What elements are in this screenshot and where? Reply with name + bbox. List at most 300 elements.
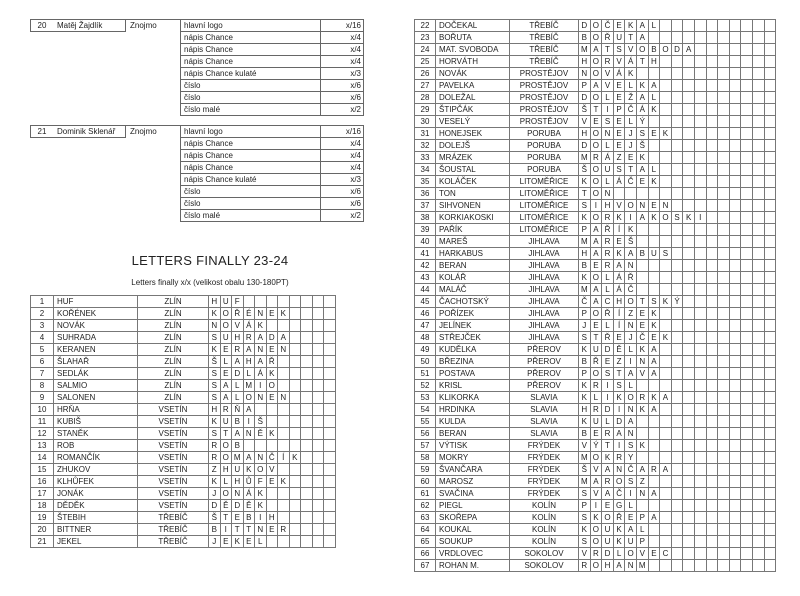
player-name-cell [53, 138, 126, 150]
letter-cell [718, 548, 730, 560]
letter-cell: N [636, 200, 648, 212]
letter-cell [671, 152, 683, 164]
surname-cell: KUDĚLKA [436, 344, 510, 356]
item-name-cell: číslo [181, 80, 321, 92]
letter-cell [752, 284, 764, 296]
item-name-cell: nápis Chance [181, 138, 321, 150]
letter-cell: Ě [243, 500, 255, 512]
letter-cell: I [602, 380, 614, 392]
letter-cell [706, 308, 718, 320]
letter-cell [683, 32, 695, 44]
letter-cell [741, 32, 753, 44]
letter-cell [729, 212, 741, 224]
table-row [415, 248, 776, 260]
letter-cell [718, 392, 730, 404]
letter-cell: M [579, 152, 591, 164]
item-ratio-cell: x/6 [321, 186, 364, 198]
letter-cell [289, 416, 301, 428]
letter-cell: H [613, 296, 625, 308]
letter-cell [706, 332, 718, 344]
player-city-cell [126, 210, 181, 222]
letter-cell: N [625, 560, 637, 572]
surname-cell: ŠTIPČÁK [436, 104, 510, 116]
letter-cell [694, 476, 706, 488]
letter-cell [764, 188, 776, 200]
row-number-cell: 20 [31, 524, 54, 536]
letter-cell: M [579, 476, 591, 488]
letter-cell: A [636, 212, 648, 224]
letter-cell: H [579, 128, 591, 140]
letter-cell: K [636, 404, 648, 416]
letter-cell: I [243, 416, 255, 428]
letter-cell [648, 68, 660, 80]
letter-cell [683, 344, 695, 356]
letter-cell [694, 464, 706, 476]
letter-cell: Š [209, 512, 221, 524]
club-cell: LITOMĚŘICE [510, 176, 579, 188]
letter-cell [706, 224, 718, 236]
letter-cell [660, 140, 672, 152]
letter-cell [289, 380, 301, 392]
letter-cell [741, 560, 753, 572]
player-number-cell [31, 92, 54, 104]
letter-cell [718, 380, 730, 392]
letter-cell [752, 164, 764, 176]
letter-cell [729, 452, 741, 464]
letter-cell: E [625, 512, 637, 524]
letter-cell: S [579, 200, 591, 212]
letter-cell [636, 500, 648, 512]
letter-cell [683, 500, 695, 512]
letter-cell: A [255, 356, 267, 368]
letter-cell: S [602, 116, 614, 128]
letter-cell [741, 296, 753, 308]
letter-cell [752, 512, 764, 524]
letter-cell: N [255, 452, 267, 464]
surname-cell: JELÍNEK [436, 320, 510, 332]
letter-cell [683, 164, 695, 176]
letter-cell: É [243, 308, 255, 320]
letter-cell [706, 20, 718, 32]
letter-cell [660, 32, 672, 44]
letter-cell [324, 428, 336, 440]
letter-cell: B [243, 512, 255, 524]
club-cell: PORUBA [510, 164, 579, 176]
player-name-cell [53, 68, 126, 80]
item-ratio-cell: x/6 [321, 80, 364, 92]
letter-cell [741, 512, 753, 524]
surname-cell: SEDLÁK [54, 368, 138, 380]
letter-cell [694, 524, 706, 536]
letter-cell [741, 416, 753, 428]
letter-cell [660, 284, 672, 296]
letter-cell: T [220, 428, 232, 440]
letter-cell [729, 248, 741, 260]
letter-cell [718, 224, 730, 236]
club-cell: SLAVIA [510, 404, 579, 416]
letter-cell [301, 392, 313, 404]
player-name-cell [53, 104, 126, 116]
letter-cell: S [636, 128, 648, 140]
letter-cell: S [613, 44, 625, 56]
letter-cell [289, 512, 301, 524]
letter-cell: S [209, 392, 221, 404]
letter-cell: A [636, 32, 648, 44]
table-row [415, 392, 776, 404]
letter-cell: E [232, 512, 244, 524]
letter-cell [706, 404, 718, 416]
letter-cell [729, 56, 741, 68]
surname-cell: JEKEL [54, 536, 138, 548]
letter-cell [694, 356, 706, 368]
letter-cell: Z [209, 464, 221, 476]
letter-cell [266, 488, 278, 500]
letter-cell: T [602, 44, 614, 56]
row-number-cell: 38 [415, 212, 436, 224]
letter-cell [671, 488, 683, 500]
letter-cell: R [613, 452, 625, 464]
letter-cell [671, 260, 683, 272]
letter-cell: H [579, 56, 591, 68]
letter-cell [706, 272, 718, 284]
table-row [31, 32, 364, 44]
letter-cell: I [602, 392, 614, 404]
letter-cell: A [648, 356, 660, 368]
letter-cell [636, 284, 648, 296]
surname-cell: KORKIAKOSKI [436, 212, 510, 224]
player-city-cell [126, 80, 181, 92]
letter-cell: I [613, 404, 625, 416]
table-row [31, 404, 336, 416]
club-cell: SLAVIA [510, 428, 579, 440]
letter-cell: Ý [590, 440, 602, 452]
letter-cell [706, 392, 718, 404]
row-number-cell: 7 [31, 368, 54, 380]
table-row [415, 236, 776, 248]
letter-cell [729, 152, 741, 164]
letter-cell [683, 416, 695, 428]
letter-cell: O [590, 176, 602, 188]
table-row [31, 68, 364, 80]
letter-cell [324, 500, 336, 512]
club-cell: PŘEROV [510, 368, 579, 380]
letter-cell: K [636, 344, 648, 356]
letter-cell [718, 284, 730, 296]
letter-cell [660, 500, 672, 512]
letter-cell [324, 368, 336, 380]
letter-cell [752, 476, 764, 488]
club-cell: SOKOLOV [510, 560, 579, 572]
club-cell: ZLÍN [138, 356, 209, 368]
letter-cell: O [255, 464, 267, 476]
letter-cell [660, 224, 672, 236]
table-row [415, 128, 776, 140]
letter-cell [764, 212, 776, 224]
item-ratio-cell: x/2 [321, 210, 364, 222]
letter-cell [301, 440, 313, 452]
letter-cell: D [602, 548, 614, 560]
letter-cell: N [636, 356, 648, 368]
letter-cell [694, 140, 706, 152]
letter-cell [752, 260, 764, 272]
table-row [31, 524, 336, 536]
letter-cell: K [209, 344, 221, 356]
letter-cell [741, 524, 753, 536]
letter-cell [683, 188, 695, 200]
letter-cell: N [636, 488, 648, 500]
surname-cell: KOUKAL [436, 524, 510, 536]
letter-cell [301, 428, 313, 440]
player-city-cell [126, 150, 181, 162]
letter-cell [312, 368, 324, 380]
table-row [31, 138, 364, 150]
letter-cell [278, 404, 290, 416]
row-number-cell: 37 [415, 200, 436, 212]
letter-cell: E [613, 80, 625, 92]
club-cell: PORUBA [510, 128, 579, 140]
letter-cell: H [232, 476, 244, 488]
letter-cell [718, 200, 730, 212]
surname-cell: SALONEN [54, 392, 138, 404]
letter-cell [660, 104, 672, 116]
letter-cell [683, 560, 695, 572]
letter-cell: L [648, 164, 660, 176]
letter-cell: K [579, 524, 591, 536]
letter-cell [660, 416, 672, 428]
letter-cell [764, 44, 776, 56]
letter-cell [718, 212, 730, 224]
letter-cell [683, 488, 695, 500]
item-name-cell: hlavní logo [181, 126, 321, 138]
row-number-cell: 34 [415, 164, 436, 176]
surname-cell: HUF [54, 296, 138, 308]
letter-cell: V [579, 116, 591, 128]
letter-cell: L [232, 380, 244, 392]
letter-cell [683, 464, 695, 476]
letter-cell: A [602, 488, 614, 500]
item-name-cell: číslo malé [181, 104, 321, 116]
letter-cell [729, 104, 741, 116]
letter-cell [671, 416, 683, 428]
surname-cell: MAREŠ [436, 236, 510, 248]
letter-cell: K [209, 476, 221, 488]
row-number-cell: 1 [31, 296, 54, 308]
letter-cell [301, 452, 313, 464]
letter-cell: Á [625, 56, 637, 68]
table-row [415, 104, 776, 116]
letter-cell [729, 368, 741, 380]
row-number-cell: 19 [31, 512, 54, 524]
letter-cell [301, 356, 313, 368]
letter-cell: O [590, 92, 602, 104]
letter-cell: Á [602, 152, 614, 164]
letter-cell: U [220, 332, 232, 344]
letter-cell: K [579, 212, 591, 224]
letter-cell [324, 344, 336, 356]
letter-cell: Š [579, 464, 591, 476]
letter-cell: K [209, 416, 221, 428]
letter-cell [718, 116, 730, 128]
letter-cell [741, 332, 753, 344]
letter-cell [764, 512, 776, 524]
player-number-cell [31, 210, 54, 222]
letter-cell [741, 428, 753, 440]
club-cell: JIHLAVA [510, 248, 579, 260]
letter-cell: O [243, 392, 255, 404]
letter-cell [312, 428, 324, 440]
letter-cell [764, 20, 776, 32]
surname-cell: DOLEŽAL [436, 92, 510, 104]
letter-cell [671, 476, 683, 488]
letter-cell: E [220, 536, 232, 548]
letter-cell [289, 320, 301, 332]
letter-cell [752, 500, 764, 512]
letter-cell: Ň [232, 404, 244, 416]
letter-cell [648, 476, 660, 488]
letter-cell [289, 404, 301, 416]
letter-cell [752, 188, 764, 200]
row-number-cell: 59 [415, 464, 436, 476]
letter-cell [694, 56, 706, 68]
letter-cell: I [625, 356, 637, 368]
player-number-cell [31, 80, 54, 92]
letter-cell: E [648, 332, 660, 344]
letter-cell: N [278, 392, 290, 404]
letter-cell: S [209, 368, 221, 380]
letter-cell [289, 464, 301, 476]
table-row [415, 80, 776, 92]
letter-cell [683, 128, 695, 140]
letter-cell: U [613, 32, 625, 44]
letter-cell [764, 80, 776, 92]
letter-cell [706, 344, 718, 356]
letter-cell: S [660, 248, 672, 260]
letter-cell: R [602, 56, 614, 68]
letter-cell: K [636, 80, 648, 92]
surname-cell: VRDLOVEC [436, 548, 510, 560]
letter-cell [729, 380, 741, 392]
letter-cell: P [636, 512, 648, 524]
letter-cell [312, 308, 324, 320]
letter-cell [660, 476, 672, 488]
row-number-cell: 2 [31, 308, 54, 320]
letter-cell: R [648, 464, 660, 476]
letter-cell [729, 92, 741, 104]
item-name-cell: nápis Chance [181, 32, 321, 44]
letter-cell [741, 116, 753, 128]
letter-cell: A [648, 404, 660, 416]
surname-cell: KUBIŠ [54, 416, 138, 428]
letters-heading: LETTERS FINALLY 23-24 [131, 253, 289, 268]
letter-cell: I [590, 500, 602, 512]
table-row [31, 380, 336, 392]
letter-cell [660, 536, 672, 548]
letter-cell [312, 464, 324, 476]
letter-cell: U [590, 416, 602, 428]
letter-cell [718, 20, 730, 32]
letter-cell: V [636, 368, 648, 380]
letter-cell [660, 344, 672, 356]
letter-cell: R [602, 476, 614, 488]
letter-cell: A [232, 428, 244, 440]
letter-cell: K [648, 392, 660, 404]
letter-cell [694, 128, 706, 140]
letter-cell: L [625, 344, 637, 356]
club-cell: ZLÍN [138, 320, 209, 332]
item-name-cell: číslo [181, 92, 321, 104]
letter-cell [671, 320, 683, 332]
letter-cell [729, 512, 741, 524]
letter-cell [694, 236, 706, 248]
table-row [31, 332, 336, 344]
letter-cell: C [660, 548, 672, 560]
letter-cell [301, 524, 313, 536]
letter-cell [706, 560, 718, 572]
surname-cell: ŠOUSTAL [436, 164, 510, 176]
letter-cell [694, 296, 706, 308]
club-cell: ZLÍN [138, 308, 209, 320]
letter-cell [671, 236, 683, 248]
letter-cell: U [625, 536, 637, 548]
letter-cell [741, 56, 753, 68]
row-number-cell: 41 [415, 248, 436, 260]
letter-cell [278, 536, 290, 548]
item-name-cell: číslo [181, 198, 321, 210]
club-cell: FRÝDEK [510, 488, 579, 500]
letter-cell: Ř [266, 356, 278, 368]
club-cell: TŘEBÍČ [138, 536, 209, 548]
row-number-cell: 49 [415, 344, 436, 356]
letter-cell: A [232, 356, 244, 368]
letter-cell: B [648, 44, 660, 56]
letter-cell [729, 236, 741, 248]
club-cell: TŘEBÍČ [138, 524, 209, 536]
table-row [415, 200, 776, 212]
letter-cell [741, 500, 753, 512]
letter-cell: S [209, 428, 221, 440]
letter-cell: O [625, 296, 637, 308]
letter-cell [706, 260, 718, 272]
letter-cell [648, 500, 660, 512]
player-number-cell [31, 32, 54, 44]
table-row [415, 152, 776, 164]
letter-cell [694, 284, 706, 296]
letter-cell [718, 248, 730, 260]
letter-cell: T [636, 296, 648, 308]
letter-cell [729, 224, 741, 236]
letter-cell: L [243, 368, 255, 380]
letter-cell [729, 272, 741, 284]
letter-cell [752, 200, 764, 212]
letter-cell: O [590, 368, 602, 380]
table-row [31, 56, 364, 68]
letter-cell [683, 380, 695, 392]
letter-cell [660, 116, 672, 128]
letter-cell [764, 308, 776, 320]
letter-cell [694, 44, 706, 56]
surname-cell: ČACHOTSKÝ [436, 296, 510, 308]
letter-cell [718, 320, 730, 332]
letter-cell: K [613, 536, 625, 548]
letter-cell: O [602, 512, 614, 524]
letter-cell [648, 284, 660, 296]
letter-cell: H [266, 512, 278, 524]
letter-cell: Č [625, 464, 637, 476]
letter-cell: O [660, 44, 672, 56]
letter-cell [741, 308, 753, 320]
letter-cell [278, 488, 290, 500]
letter-cell [324, 296, 336, 308]
